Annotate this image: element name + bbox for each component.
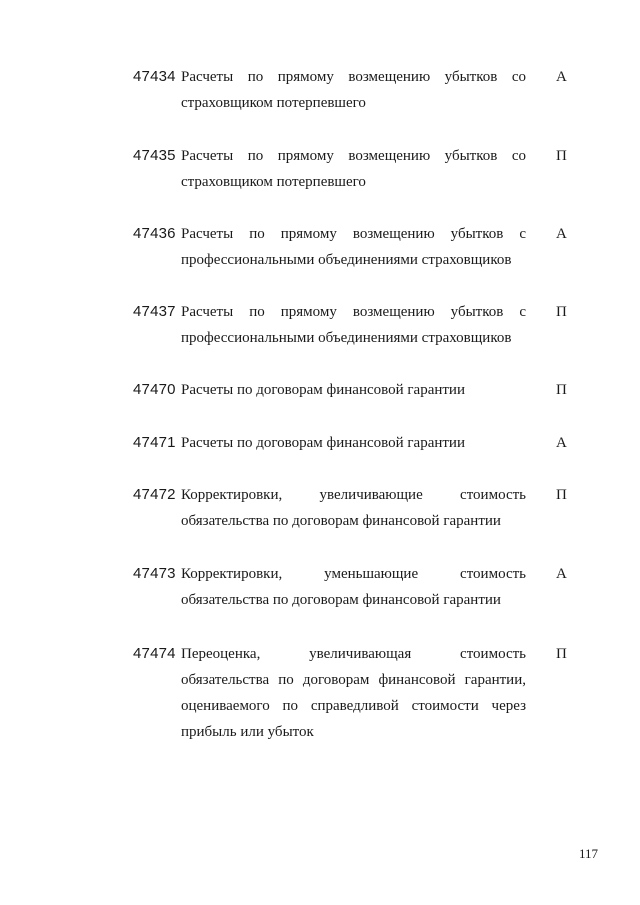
account-type: П (556, 646, 567, 662)
account-description: Расчеты по договорам финансовой гарантии (181, 382, 465, 398)
account-code: 47437 (133, 303, 176, 320)
account-type: П (556, 148, 567, 164)
account-description: Переоценка, увеличивающая стоимость обязательства по договорам финансовой гарантии, оцениваемого по справедливой стоимости через прибыль или убыток (181, 646, 526, 740)
account-description: Расчеты по прямому возмещению убытков со страховщиком потерпевшего (181, 148, 526, 190)
account-type: А (556, 566, 567, 582)
account-code: 47472 (133, 486, 176, 503)
account-type: П (556, 487, 567, 503)
account-type: А (556, 69, 567, 85)
page-number: 117 (579, 846, 599, 861)
account-code: 47470 (133, 381, 176, 398)
account-code: 47473 (133, 565, 176, 582)
account-description: Расчеты по прямому возмещению убытков с профессиональными объединениями страховщиков (181, 304, 526, 346)
account-description: Расчеты по прямому возмещению убытков с профессиональными объединениями страховщиков (181, 226, 526, 268)
account-code: 47436 (133, 225, 176, 242)
account-code: 47434 (133, 68, 176, 85)
account-description: Расчеты по договорам финансовой гарантии (181, 435, 465, 451)
account-description: Расчеты по прямому возмещению убытков со страховщиком потерпевшего (181, 69, 526, 111)
account-type: А (556, 435, 567, 451)
account-type: П (556, 304, 567, 320)
account-code: 47471 (133, 434, 176, 451)
account-code: 47435 (133, 147, 176, 164)
account-code: 47474 (133, 645, 176, 662)
account-description: Корректировки, увеличивающие стоимость обязательства по договорам финансовой гарантии (181, 487, 526, 529)
account-type: А (556, 226, 567, 242)
account-type: П (556, 382, 567, 398)
account-description: Корректировки, уменьшающие стоимость обязательства по договорам финансовой гарантии (181, 566, 526, 608)
